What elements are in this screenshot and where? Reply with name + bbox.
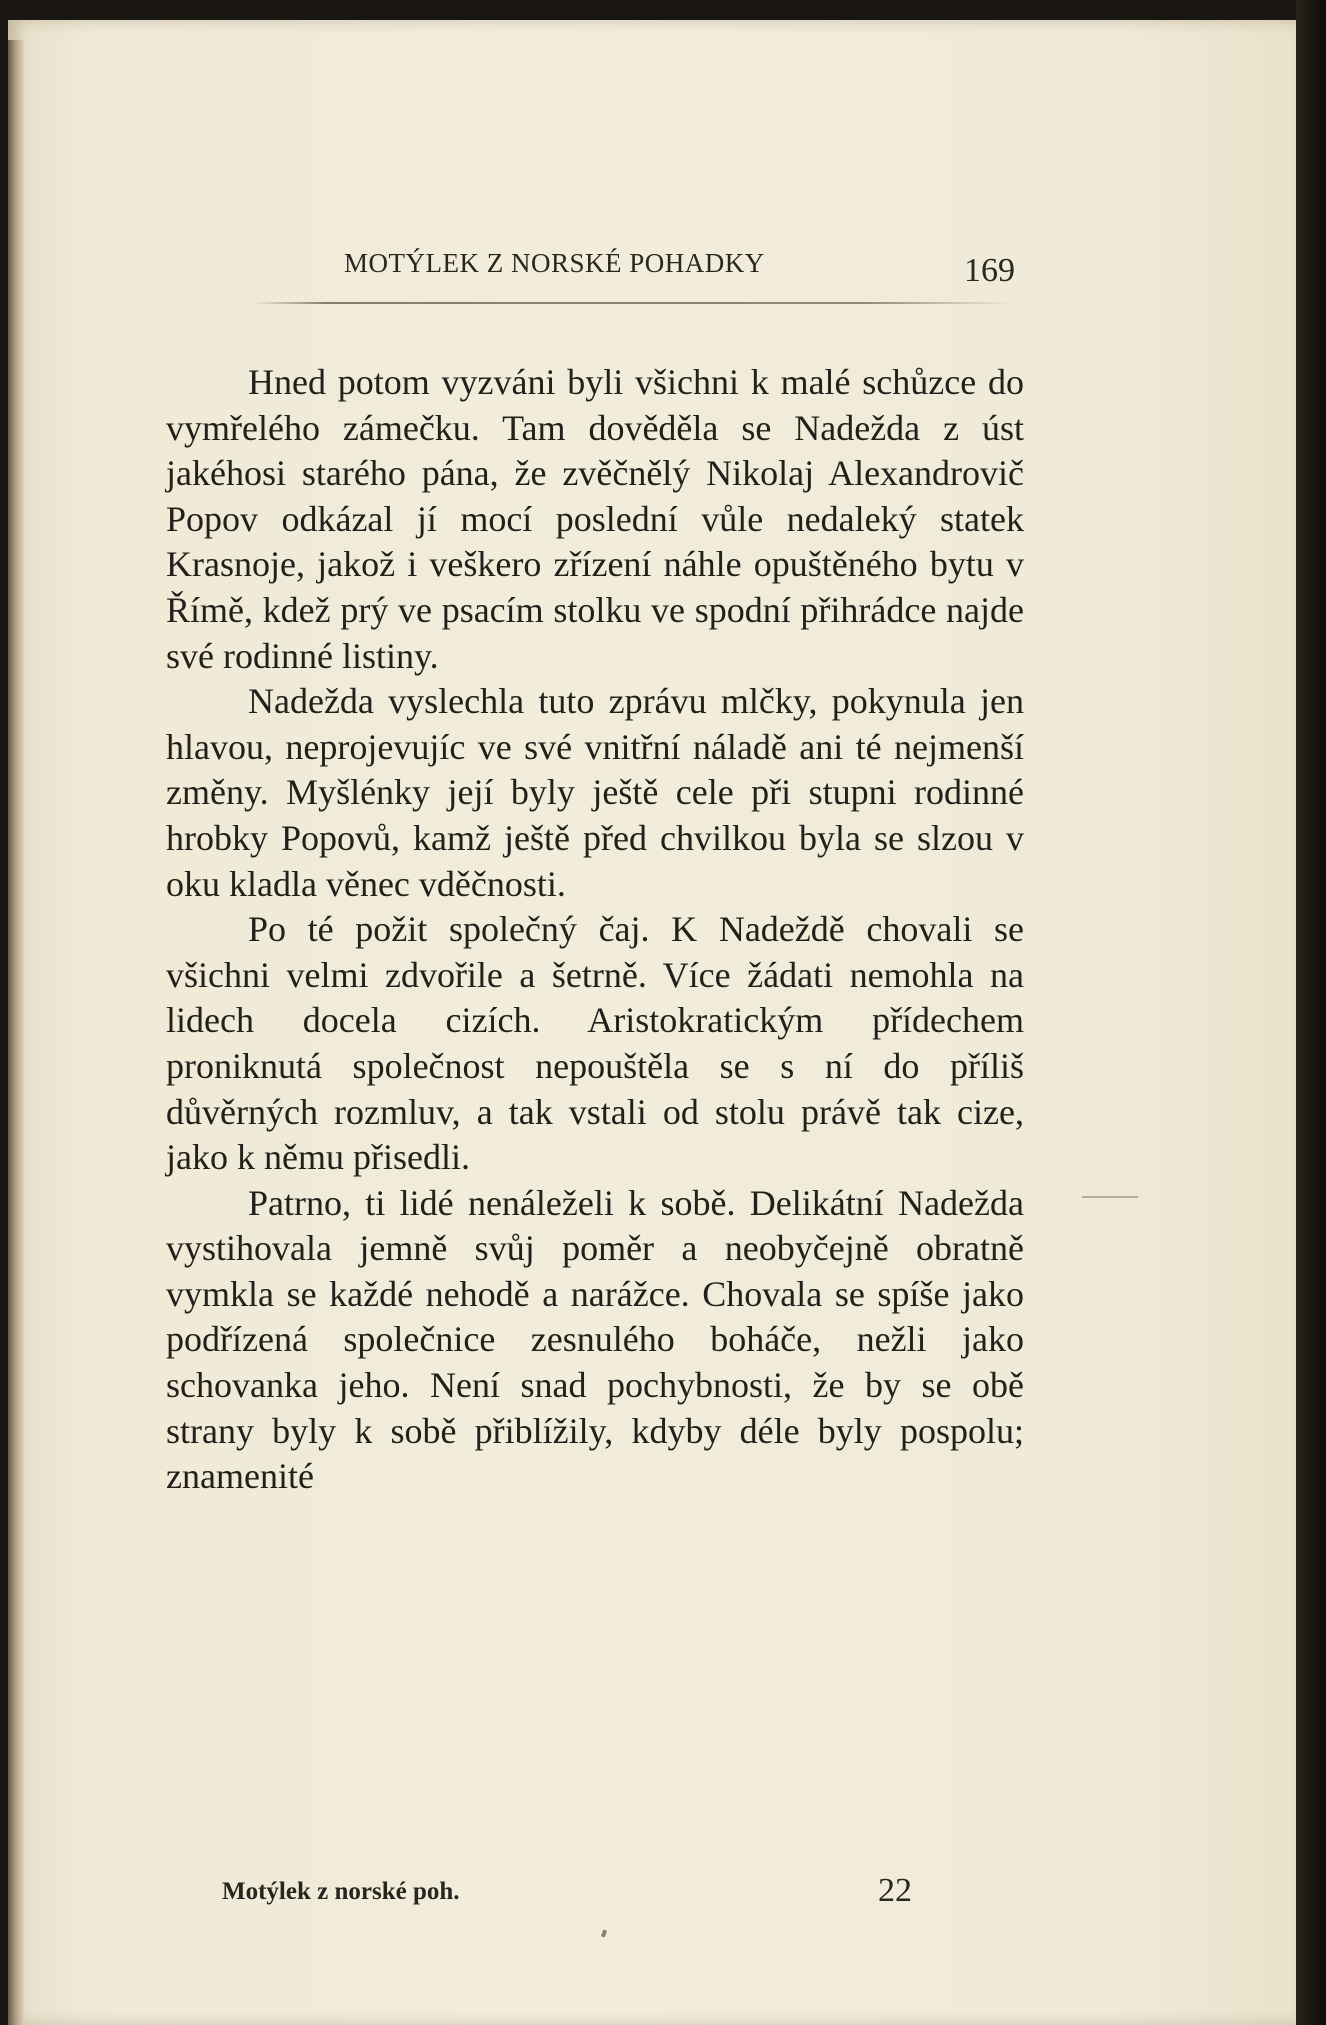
page-footer	[222, 1872, 922, 1916]
paragraph-3: Po té požit společný čaj. K Nadeždě chovali se všichni velmi zdvořile a šetrně. Více žádati nemohla na lidech docela cizích. Aristokratickým přídechem proniknutá společnost nepouštěla se s ní do příliš důvěrných rozmluv, a tak vstali od stolu právě tak cize, jako k němu přisedli.	[166, 909, 1024, 1178]
running-title: MOTÝLEK Z NORSKÉ POHADKY	[344, 248, 765, 278]
paragraph-1: Hned potom vyzváni byli všichni k malé schůzce do vymřelého zámečku. Tam dověděla se Nadežda z úst jakéhosi starého pána, že zvěčnělý Nikolaj Alexandrovič Popov odkázal jí mocí poslední vůle nedaleký statek Krasnoje, jakož i veškero zřízení náhle opuštěného bytu v Římě, kdež prý ve psacím stolku ve spodní přihrádce najde své rodinné listiny.	[166, 362, 1024, 676]
margin-mark	[1082, 1196, 1138, 1198]
page-number: 169	[964, 252, 1015, 289]
signature-line: Motýlek z norské poh.	[222, 1878, 460, 1905]
sheet-number: 22	[878, 1872, 912, 1909]
scanner-bed-edge	[1296, 0, 1326, 2025]
page-binding-edge	[8, 40, 24, 2025]
paragraph-4: Patrno, ti lidé nenáleželi k sobě. Delikátní Nadežda vystihovala jemně svůj poměr a neobyčejně obratně vymkla se každé nehodě a narážce. Chovala se spíše jako podřízená společnice zesnulého boháče, nežli jako schovanka jeho. Není snad pochybnosti, že by se obě strany byly k sobě přiblížily, kdyby déle byly pospolu; znamenité	[166, 1182, 1024, 1497]
header-rule	[252, 302, 1012, 304]
body-text	[166, 360, 1024, 1500]
paragraph-2: Nadežda vyslechla tuto zprávu mlčky, pokynula jen hlavou, neprojevujíc ve své vnitřní náladě ani té nejmenší změny. Myšlénky její byly ještě cele při stupni rodinné hrobky Popovů, kamž ještě před chvilkou byla se slzou v oku kladla věnec vděčnosti.	[166, 681, 1024, 904]
